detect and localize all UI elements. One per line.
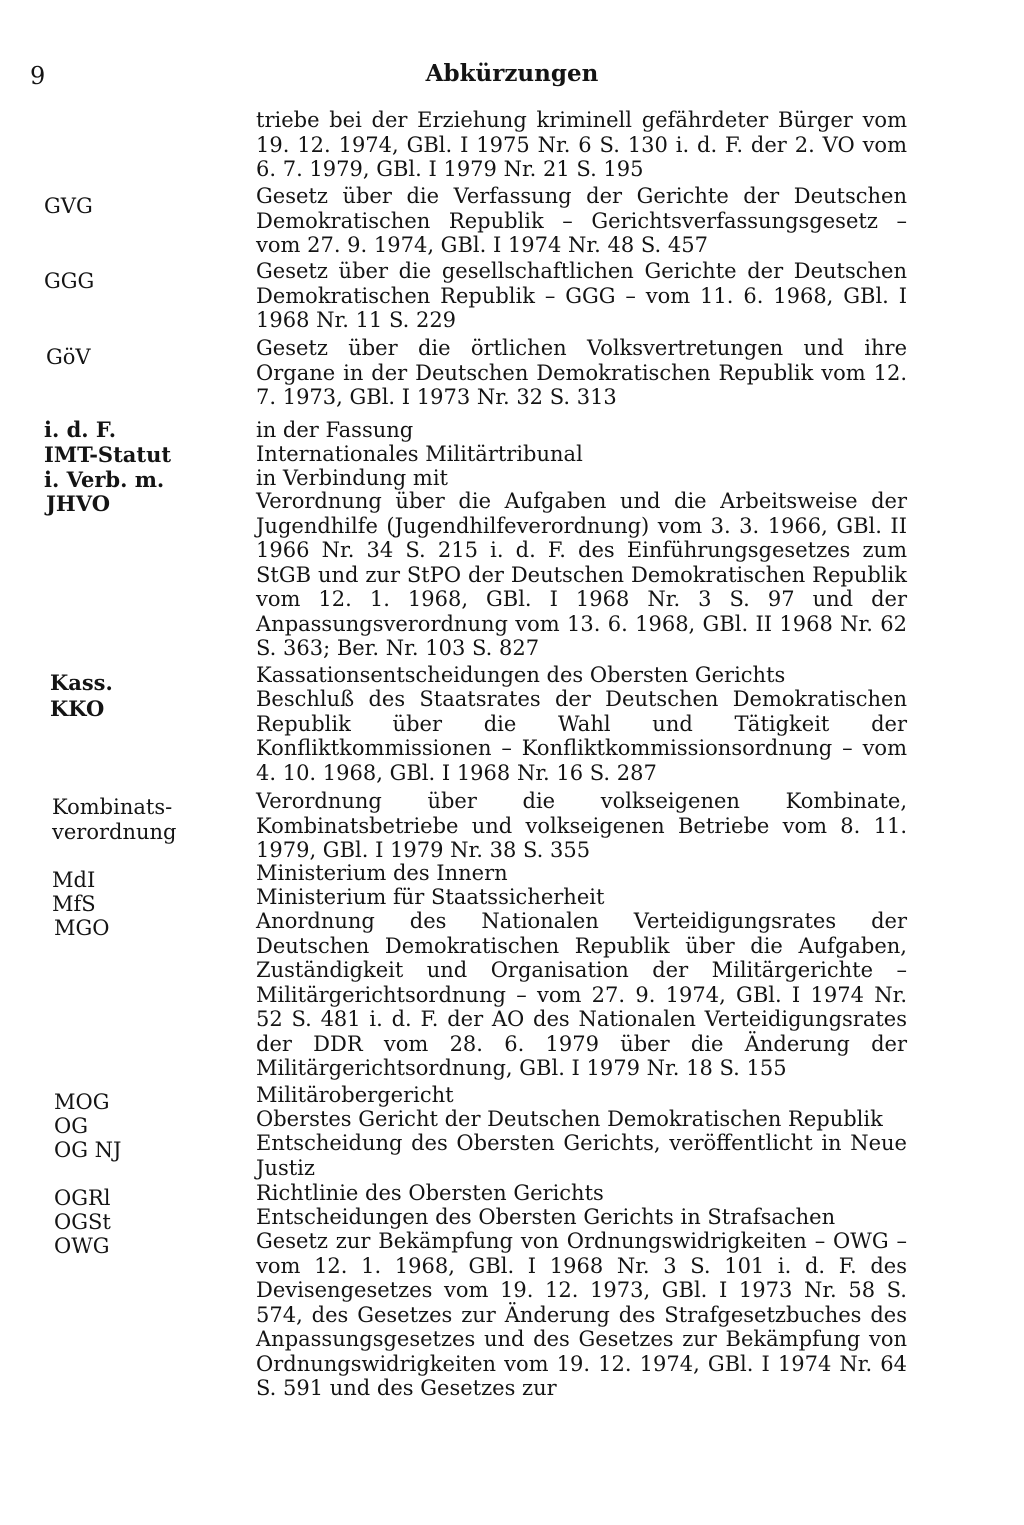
entry-definition: in Verbindung mit: [256, 466, 448, 490]
entry-definition: Gesetz über die gesellschaftlichen Gerichte der Deutschen Demokratischen Republik – GGG – vom 11. 6. 1968, GBl. I 1968 Nr. 11 S. 229: [256, 259, 907, 332]
entry-abbreviation: GVG: [44, 194, 93, 218]
entry-abbreviation: OGRl: [54, 1186, 111, 1210]
entry-definition: Gesetz zur Bekämpfung von Ordnungswidrigkeiten – OWG – vom 12. 1. 1968, GBl. I 1968 Nr. 3 S. 101 i. d. F. des Devisengesetzes vom 19. 12. 1973, GBl. I 1973 Nr. 58 S. 574, des Gesetzes zur Änderung des Strafgesetzbuches des Anpassungsgesetzes und des Gesetzes zur Bekämpfung von Ordnungswidrigkeiten vom 19. 12. 1974, GBl. I 1974 Nr. 64 S. 591 und des Gesetzes zur: [256, 1229, 907, 1400]
entry-abbreviation: OG: [54, 1114, 88, 1138]
entry-definition: Kassationsentscheidungen des Obersten Gerichts: [256, 663, 786, 687]
entry-definition: Verordnung über die volkseigenen Kombinate, Kombinatsbetriebe und volkseigenen Betriebe vom 8. 11. 1979, GBl. I 1979 Nr. 38 S. 355: [256, 789, 907, 862]
entry-definition: Entscheidung des Obersten Gerichts, veröffentlicht in Neue Justiz: [256, 1131, 907, 1180]
entry-abbreviation: GöV: [46, 345, 91, 369]
entry-abbreviation: OWG: [54, 1234, 110, 1258]
entry-definition: Ministerium für Staatssicherheit: [256, 885, 605, 909]
entry-definition: Entscheidungen des Obersten Gerichts in Strafsachen: [256, 1205, 836, 1229]
entry-abbreviation: MdI: [52, 868, 96, 892]
entry-definition: Militärobergericht: [256, 1083, 454, 1107]
entry-definition: Ministerium des Innern: [256, 861, 508, 885]
entry-abbreviation: KKO: [50, 696, 105, 721]
entry-definition: Gesetz über die örtlichen Volksvertretungen und ihre Organe in der Deutschen Demokratischen Republik vom 12. 7. 1973, GBl. I 1973 Nr. 32 S. 313: [256, 336, 907, 409]
entry-abbreviation: MfS: [52, 892, 96, 916]
entry-abbreviation: i. d. F.: [44, 417, 117, 442]
entry-abbreviation: i. Verb. m.: [44, 467, 165, 492]
entry-abbreviation: JHVO: [46, 491, 110, 516]
entry-abbreviation: MOG: [54, 1090, 110, 1114]
entry-definition: Anordnung des Nationalen Verteidigungsrates der Deutschen Demokratischen Republik über die Aufgaben, Zuständigkeit und Organisation der Militärgerichte – Militärgerichtsordnung – vom 27. 9. 1974, GBl. I 1974 Nr. 52 S. 481 i. d. F. der AO des Nationalen Verteidigungsrates der DDR vom 28. 6. 1979 über die Änderung der Militärgerichtsordnung, GBl. I 1979 Nr. 18 S. 155: [256, 909, 907, 1080]
entry-definition: Richtlinie des Obersten Gerichts: [256, 1181, 604, 1205]
entry-definition: Gesetz über die Verfassung der Gerichte der Deutschen Demokratischen Republik – Gerichtsverfassungsgesetz – vom 27. 9. 1974, GBl. I 1974 Nr. 48 S. 457: [256, 184, 907, 257]
page-title: Abkürzungen: [425, 60, 599, 87]
entry-abbreviation: GGG: [44, 269, 95, 293]
entry-abbreviation: OG NJ: [54, 1138, 122, 1162]
entry-definition: Verordnung über die Aufgaben und die Arbeitsweise der Jugendhilfe (Jugendhilfeverordnung) vom 3. 3. 1966, GBl. II 1966 Nr. 34 S. 215 i. d. F. des Einführungsgesetzes zum StGB und zur StPO der Deutschen Demokratischen Republik vom 12. 1. 1968, GBl. I 1968 Nr. 3 S. 97 und der Anpassungsverordnung vom 13. 6. 1968, GBl. II 1968 Nr. 62 S. 363; Ber. Nr. 103 S. 827: [256, 489, 907, 660]
entry-definition: Internationales Militärtribunal: [256, 442, 583, 466]
page-number: 9: [30, 62, 46, 90]
entry-abbreviation: MGO: [54, 916, 110, 940]
entry-abbreviation: Kombinats- verordnung: [52, 795, 177, 844]
entry-abbreviation: IMT-Statut: [44, 442, 172, 467]
entry-definition: in der Fassung: [256, 418, 414, 442]
entry-abbreviation: OGSt: [54, 1210, 111, 1234]
entry-abbreviation: Kass.: [50, 670, 113, 695]
entry-definition: triebe bei der Erziehung kriminell gefährdeter Bürger vom 19. 12. 1974, GBl. I 1975 Nr. 6 S. 130 i. d. F. der 2. VO vom 6. 7. 1979, GBl. I 1979 Nr. 21 S. 195: [256, 108, 907, 181]
entry-definition: Beschluß des Staatsrates der Deutschen Demokratischen Republik über die Wahl und Tätigkeit der Konfliktkommissionen – Konfliktkommissionsordnung – vom 4. 10. 1968, GBl. I 1968 Nr. 16 S. 287: [256, 687, 907, 785]
entry-definition: Oberstes Gericht der Deutschen Demokratischen Republik: [256, 1107, 883, 1131]
